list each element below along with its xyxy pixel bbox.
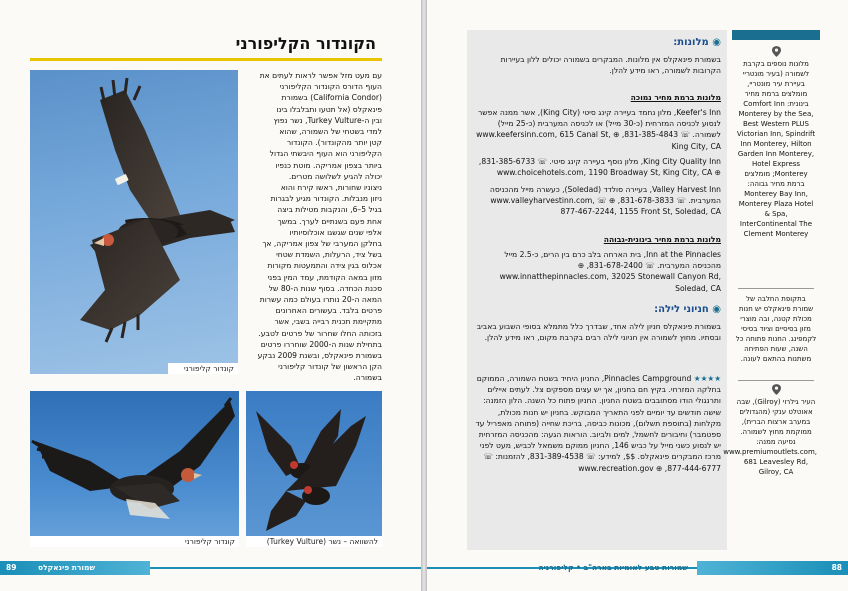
rating-stars: ★★★★ [693, 374, 721, 383]
side-hotels-text: מלונות נוספים בקרבת לשמורה (בעיר מונטריי בעיירת עיר מונטריי, מומלצים ברמת מחיר בינונית: Comfort Inn Monterey by the Sea, Best Western PLUS Victorian Inn, Spindrift Inn Monterey, Hilton Garden Inn Monterey, Hotel Express Monterey; מומלצים ברמת מחיר גבוהה: Monterey Bay Inn, Monterey Plaza Hotel & Spa, InterContinental The Clement Monterey [736, 60, 816, 238]
right-page [427, 0, 848, 591]
condor-photo-bottom [30, 391, 239, 547]
left-page [0, 0, 421, 591]
low-price-heading: מלונות ברמת מחיר נמוכה [630, 93, 721, 102]
hotel-inn-pinnacles: Inn at the Pinnacles, בית הארחה בלב כרם בין הרים, כ-2.5 מייל מהכניסה המערבית. ☏ 831-678-2400, ⊕ www.innatthepinnacles.com, 32025 Stonewall Canyon Rd, Soledad, CA [499, 250, 721, 293]
pinnacles-campground: ★★★★ Pinnacles Campground, החניון היחיד בשטח השמורה, הממוקם בחלקה המזרחי. בקיץ חם בחניון, אך יש עצים מספקים צל. לעתים איילים ותרנגולי הודו מסתובבים בשטח החניון. החניון פתוח כל השנה. הלון הזמנה: שישה חודשים עד יומיים לפני התאריך המבוקש. בחניון יש חנות מכולת, מקלחות (בתוספת תשלום), מכונות כביסה, בריכת שחייה (פתוחה מאפריל עד ספטמבר) וחיבורים לחשמל, למים ולביוב. הוראות הגעה: מהכניסה המזרחית יש לנסוע כשני מייל על כביש 146, החניון ממוקם משמאל לכביש, מעט לפני מרכז המבקרים פינאקלס. $$, למידע: ☏ 831-389-4538, להזמנות: ☏ 877-444-6777, ⊕ www.recreation.gov [475, 374, 721, 473]
side-block-hotels [735, 46, 817, 282]
turkey-vulture-illustration [246, 391, 382, 536]
article-line: סכנת הכחדה. בסוף שנות ה-80 של [268, 283, 382, 293]
article-line: יכולה להגיע לשלושה מטרים. [288, 171, 382, 181]
caption-bottom-left: קונדור קליפורני [30, 536, 239, 547]
hotels-heading: ◉ מלונות: [673, 37, 721, 48]
article-line: מזון במאה הקודמת, עמד המין בפני [267, 272, 382, 282]
article-line: הקן הראשון של קונדור קליפורני [278, 362, 382, 372]
page-number: 89 [6, 563, 17, 572]
pin-icon: ◉ [708, 37, 721, 48]
page-number: 88 [831, 563, 842, 572]
article-text [240, 70, 382, 384]
article-line: המאה ה-20 נותרו בעולם כמה עשרות [259, 295, 382, 305]
article-line: ניזון מנבלות. הקונדור מגיע לבגרות [270, 194, 382, 204]
article-line: אלפי שנים שגשגו אוכלוסיותיו [289, 227, 382, 237]
side-block-gilroy [723, 384, 817, 544]
article-line: בזכותה החלו שחרור של פרטים לטבע. [258, 328, 382, 338]
side-store-text: בתקופת החלבה של שמורת פינאקלס יש חנות מכולת קטנה, ובה מוצרי מזון בסיסיים וציוד בסיסי לקמפינג. החנות פתוחה כל השנה, שעות הפתיחה משתנות בהתאם לעונה. [735, 295, 817, 363]
article-title: הקונדור הקליפורני [235, 34, 376, 53]
hotel-valley-harvest: Valley Harvest Inn, בעיירה סולדד (Soledad), כעשרה מייל מהכניסה המערבית. ☏ 831-678-3833, ⊕ www.valleyharvestinn.com, ☏ 877-467-2244, 1155 Front St, Soledad, CA [489, 185, 721, 217]
map-pin-icon [772, 46, 781, 57]
caption-main: קונדור קליפורני [168, 363, 238, 374]
article-line: פינאקלס (אל תטעו ותבלבלו בינו [276, 104, 382, 114]
footer-rule [150, 567, 421, 569]
article-line: בשמורה. [353, 373, 382, 383]
article-line: בשל ציד, הרעלות, השמדת שטחי [276, 250, 382, 260]
side-divider [738, 288, 814, 289]
condor-spread-wings-illustration [30, 391, 239, 536]
article-line: קטן יותר מהקונדור). הקונדור [286, 138, 382, 148]
condor-flying-illustration [30, 70, 238, 374]
article-line: ובין ה-Turkey Vulture, נשר נפוץ [273, 115, 382, 125]
caption-bottom-right: להשוואה – נשר (Turkey Vulture) [246, 536, 382, 547]
article-line: בגיל 5–6, והנקבות מטילות ביצה [277, 205, 382, 215]
side-header-bar [732, 30, 820, 40]
article-line: בשמורת פינאקלס, ובשנת 2009 נבקע [257, 351, 382, 361]
left-footer [0, 561, 150, 575]
article-line: מתקיימת תכנית רבייה בשבי, אשר [274, 317, 382, 327]
side-column [723, 30, 820, 550]
article-line: בתחילת שנות ה-2000 שוחררו פרטים [260, 339, 382, 349]
article-line: ביותר בצפון אמריקה. מוטת כנפיו [275, 160, 382, 170]
side-block-store [735, 294, 817, 374]
campgrounds-intro: בשמורת פינאקלס חניון לילה אחד, שבדרך כלל מתמלא בסופי השבוע באביב ובסתיו. מחוץ לשמורה אין חניוני לילה רבים בקרבת מקום, ראו מידע להלן. [476, 322, 721, 343]
side-divider [738, 380, 814, 381]
condor-photo-main [30, 70, 238, 374]
side-gilroy-text: העיר גילרוי (Gilroy), שבה אאוטלט ענקי (מהגדולים במערב ארצות הברית), ממוקמת מחוץ לשמורה. נסיעה ממנה: www.premiumoutlets.com, 681 Leavesley Rd, Gilroy, CA [723, 398, 817, 476]
map-pin-icon [772, 384, 781, 395]
turkey-vulture-photo [246, 391, 382, 547]
main-column [467, 30, 727, 550]
article-line: העוף הדורס הקונדור הקליפורני [279, 82, 382, 92]
mid-price-heading: מלונות ברמת מחיר בינונית-גבוהה [603, 235, 721, 244]
campgrounds-heading: ◉ חניוני לילה: [654, 304, 721, 315]
article-line: בחלקן המערבי של צפון אמריקה, אך [262, 239, 382, 249]
article-line: עם מעט מזל אפשר לראות לעתים את [259, 71, 382, 80]
running-title: שמורת פינאקלס [38, 563, 96, 572]
article-title-bar [30, 30, 382, 61]
article-line: ניצוניו שחורות, ראשו קירח והוא [280, 183, 382, 193]
article-line: (California Condor) בשמורת [281, 93, 382, 103]
right-running-title: שמורות טבע לאומיות בארה"ב • קליפורניה [538, 563, 688, 572]
hotel-quality-inn: King City Quality Inn, מלון נוסף בעיירה קינג סיטי. ☏ 831-385-6733, ⊕ www.choicehotels.com, 1190 Broadway St, King City, CA [478, 157, 721, 178]
article-line: אחת פעם בשנתיים לערך. במשך [277, 216, 382, 226]
hotel-keefers: Keefer's Inn, מלון נחמד בעיירה קינג סיטי (King City), אשר ממנה אפשר לנסוע לכניסה המזרחית (כ-30 מייל) או לכניסה המערבית (כ-25 מייל) לשמורה. ☏ 831-385-4843, ⊕ www.keefersinn.com, 615 Canal St, King City, CA [476, 108, 721, 151]
article-line: למדי בשטחי של השמורה, שהוא [279, 127, 382, 137]
hotels-intro: בשמורת פינאקלס אין מלונות. המבקרים בשמורה יכולים ללון בעיירות הקרובות לשמורה, ראו מידע להלן. [500, 55, 721, 76]
article-line: הקליפורני הוא העוף היבשתי הגדול [269, 149, 382, 159]
tent-icon: ◉ [708, 304, 721, 315]
article-line: פרטים בלבד. בעשורים האחרונים [275, 306, 382, 316]
right-footer [697, 561, 848, 575]
article-line: אכלוס בגין צידה והתמעטות מקורות [267, 261, 382, 271]
